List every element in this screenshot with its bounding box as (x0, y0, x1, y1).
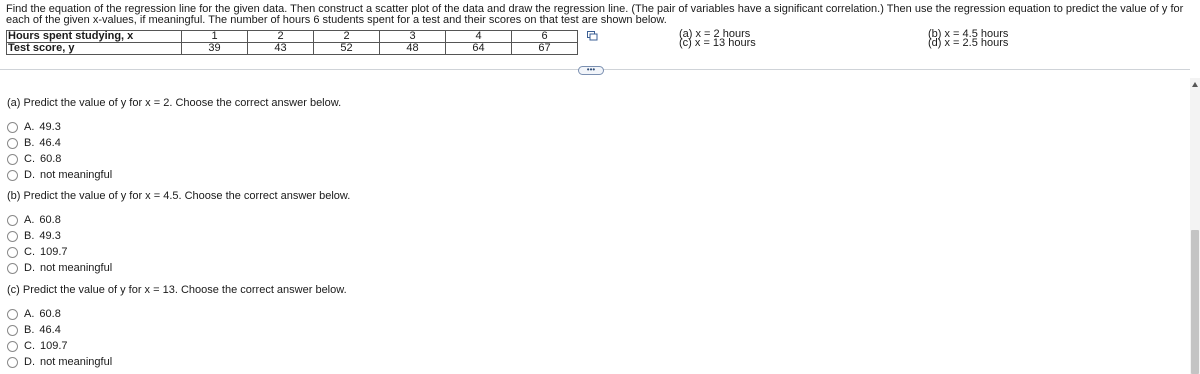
option-b-A[interactable] (7, 214, 61, 226)
table-cell: 52 (314, 43, 380, 55)
option-c-B[interactable] (7, 324, 61, 336)
option-a-B[interactable] (7, 137, 61, 149)
question-b-prompt: (b) Predict the value of y for x = 4.5. Choose the correct answer below. (7, 190, 351, 202)
option-a-A[interactable] (7, 121, 61, 133)
table-cell: 48 (380, 43, 446, 55)
table-cell: 43 (248, 43, 314, 55)
table-row (7, 31, 578, 43)
table-cell: 64 (446, 43, 512, 55)
part-c-label: (c) x = 13 hours (679, 37, 756, 49)
row-label-score: Test score, y (7, 43, 182, 55)
question-a-prompt: (a) Predict the value of y for x = 2. Choose the correct answer below. (7, 97, 342, 109)
option-text: 49.3 (39, 121, 61, 133)
option-letter: C. (24, 153, 35, 165)
option-letter: B. (24, 230, 35, 242)
table-cell: 1 (182, 31, 248, 43)
table-cell: 4 (446, 31, 512, 43)
question-c-prompt: (c) Predict the value of y for x = 13. Choose the correct answer below. (7, 284, 347, 296)
option-text: not meaningful (40, 356, 113, 368)
option-c-D[interactable] (7, 356, 112, 368)
parts-column-left (679, 30, 756, 48)
copy-table-icon[interactable] (587, 31, 598, 41)
table-row (7, 43, 578, 55)
option-letter: A. (24, 121, 35, 133)
table-cell: 67 (512, 43, 578, 55)
scroll-up-arrow-icon[interactable] (1192, 82, 1198, 87)
option-b-D[interactable] (7, 262, 112, 274)
option-letter: A. (24, 308, 35, 320)
option-letter: B. (24, 137, 35, 149)
option-b-C[interactable] (7, 246, 68, 258)
option-text: 60.8 (40, 153, 62, 165)
option-b-B[interactable] (7, 230, 61, 242)
table-cell: 39 (182, 43, 248, 55)
problem-statement: Find the equation of the regression line for the given data. Then construct a scatter plot of the data and draw the regression line. (The pair of variables have a significant correlation.) Then use the regression equation to predict the value of y for each of the given x-values, if meaningful. The number of hours 6 students spent for a test and their scores on that test are shown below. (6, 3, 1184, 26)
vertical-scrollbar[interactable] (1190, 78, 1200, 374)
option-text: 46.4 (39, 137, 61, 149)
radio-icon[interactable] (7, 122, 18, 133)
radio-icon[interactable] (7, 138, 18, 149)
part-d-label: (d) x = 2.5 hours (928, 37, 1009, 49)
option-c-C[interactable] (7, 340, 68, 352)
option-letter: A. (24, 214, 35, 226)
option-text: not meaningful (40, 169, 113, 181)
table-cell: 2 (314, 31, 380, 43)
option-letter: C. (24, 340, 35, 352)
table-cell: 2 (248, 31, 314, 43)
radio-icon[interactable] (7, 170, 18, 181)
row-label-hours: Hours spent studying, x (7, 31, 182, 43)
part-b-label: (b) x = 4.5 hours (928, 28, 1009, 40)
data-table (6, 30, 578, 55)
radio-icon[interactable] (7, 357, 18, 368)
option-letter: D. (24, 262, 35, 274)
radio-icon[interactable] (7, 263, 18, 274)
radio-icon[interactable] (7, 325, 18, 336)
scrollbar-thumb[interactable] (1191, 230, 1199, 374)
option-text: 46.4 (39, 324, 61, 336)
option-text: 60.8 (39, 308, 61, 320)
table-cell: 3 (380, 31, 446, 43)
option-text: 109.7 (40, 246, 68, 258)
option-text: 49.3 (39, 230, 61, 242)
option-letter: D. (24, 356, 35, 368)
option-text: not meaningful (40, 262, 113, 274)
part-a-label: (a) x = 2 hours (679, 28, 751, 40)
option-letter: D. (24, 169, 35, 181)
radio-icon[interactable] (7, 247, 18, 258)
option-text: 109.7 (40, 340, 68, 352)
option-letter: B. (24, 324, 35, 336)
radio-icon[interactable] (7, 215, 18, 226)
radio-icon[interactable] (7, 341, 18, 352)
table-cell: 6 (512, 31, 578, 43)
option-a-C[interactable] (7, 153, 61, 165)
radio-icon[interactable] (7, 309, 18, 320)
option-c-A[interactable] (7, 308, 61, 320)
expand-button[interactable]: ••• (578, 66, 604, 75)
option-text: 60.8 (39, 214, 61, 226)
option-a-D[interactable] (7, 169, 112, 181)
option-letter: C. (24, 246, 35, 258)
radio-icon[interactable] (7, 231, 18, 242)
parts-column-right (928, 30, 1008, 48)
radio-icon[interactable] (7, 154, 18, 165)
